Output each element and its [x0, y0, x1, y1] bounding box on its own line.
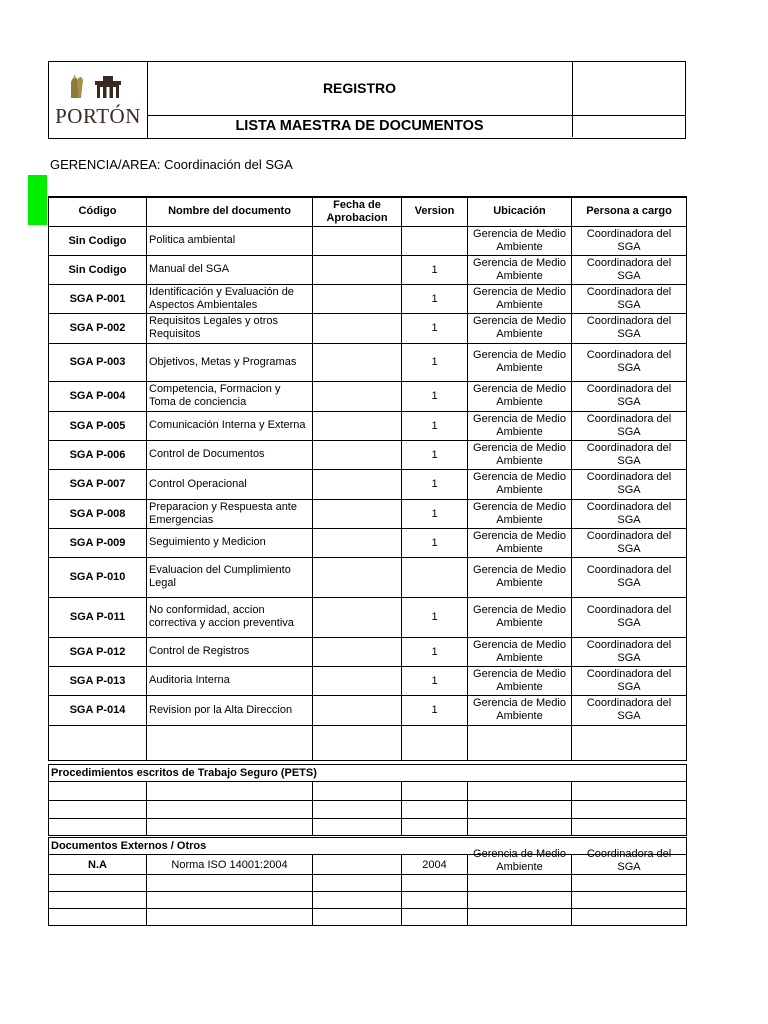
cell-version: 1 [402, 255, 468, 284]
table-row [49, 381, 687, 411]
cell-version: 1 [402, 469, 468, 499]
cell-date [313, 666, 402, 695]
cell-date [313, 381, 402, 411]
cell-code [49, 725, 147, 760]
cell-location [468, 725, 572, 760]
cell-location: Gerencia de Medio Ambiente [468, 343, 572, 381]
cell-person: Coordinadora del SGA [572, 381, 687, 411]
cell-code: SGA P-002 [49, 313, 147, 343]
document-title: REGISTRO [147, 62, 572, 116]
cell-person: Coordinadora del SGA [572, 313, 687, 343]
column-header: Nombre del documento [147, 197, 313, 226]
cell-person-text: Coordinadora del SGA [586, 848, 672, 873]
cell-location: Gerencia de Medio Ambiente [468, 255, 572, 284]
table-row [49, 343, 687, 381]
cell-code: SGA P-005 [49, 411, 147, 440]
cell-name: Competencia, Formacion y Toma de conciencia [147, 381, 313, 411]
header-blank-bottom [572, 115, 686, 137]
cell-person: Coordinadora del SGA [572, 255, 687, 284]
cell-name: Seguimiento y Medicion [147, 528, 313, 557]
table-row [49, 695, 687, 725]
cell-date [313, 411, 402, 440]
table-row [49, 855, 687, 875]
area-value: Coordinación del SGA [164, 157, 293, 172]
cell-name: Revision por la Alta Direccion [147, 695, 313, 725]
cell-date [313, 284, 402, 313]
cell-version: 1 [402, 381, 468, 411]
table-row [49, 819, 687, 836]
cell-code: N.A [49, 855, 147, 875]
logo-wordmark: PORTÓN [55, 104, 141, 128]
cell-location: Gerencia de Medio Ambiente [468, 411, 572, 440]
cell-code: SGA P-004 [49, 381, 147, 411]
table-row [49, 725, 687, 760]
cell-code: SGA P-011 [49, 597, 147, 637]
cell-name: Manual del SGA [147, 255, 313, 284]
pets-table [48, 764, 687, 836]
cell-person: Coordinadora del SGA [572, 695, 687, 725]
cell-version: 1 [402, 499, 468, 528]
cell-version [402, 557, 468, 597]
cell-code: SGA P-012 [49, 637, 147, 666]
table-row [49, 411, 687, 440]
cell-location: Gerencia de Medio Ambiente [468, 637, 572, 666]
cell-version: 1 [402, 313, 468, 343]
cell-person: Coordinadora del SGA [572, 666, 687, 695]
cell-version: 1 [402, 440, 468, 469]
cell-name: No conformidad, accion correctiva y accion preventiva [147, 597, 313, 637]
cell-code: SGA P-007 [49, 469, 147, 499]
cell-code: SGA P-008 [49, 499, 147, 528]
cell-version: 1 [402, 343, 468, 381]
cell-version: 1 [402, 597, 468, 637]
cell-location: Gerencia de Medio Ambiente [468, 469, 572, 499]
cell-location: Gerencia de Medio Ambiente [468, 499, 572, 528]
cell-version [402, 226, 468, 255]
cell-selection-marker [28, 175, 47, 225]
company-logo [49, 62, 148, 138]
cell-code: SGA P-013 [49, 666, 147, 695]
cell-code: Sin Codigo [49, 255, 147, 284]
area-label: GERENCIA/AREA: [50, 157, 161, 172]
cell-date [313, 528, 402, 557]
cell-person: Coordinadora del SGA [572, 226, 687, 255]
table-row [49, 284, 687, 313]
table-row [49, 637, 687, 666]
cell-code: SGA P-006 [49, 440, 147, 469]
area-line [50, 157, 293, 172]
cell-code: SGA P-001 [49, 284, 147, 313]
cell-person: Coordinadora del SGA [572, 343, 687, 381]
cell-name: Politica ambiental [147, 226, 313, 255]
cell-date [313, 855, 402, 875]
column-header: Ubicación [468, 197, 572, 226]
cell-location: Gerencia de Medio Ambiente [468, 528, 572, 557]
documents-table [48, 196, 687, 761]
cell-date [313, 343, 402, 381]
cell-location [468, 848, 572, 875]
cell-version: 1 [402, 695, 468, 725]
cell-location: Gerencia de Medio Ambiente [468, 381, 572, 411]
cell-name [147, 725, 313, 760]
cell-date [313, 695, 402, 725]
cell-person: Coordinadora del SGA [572, 440, 687, 469]
column-header: Fecha de Aprobacion [313, 197, 402, 226]
cell-date [313, 313, 402, 343]
cell-name: Objetivos, Metas y Programas [147, 343, 313, 381]
cell-version [402, 725, 468, 760]
table-row [49, 666, 687, 695]
cell-name: Norma ISO 14001:2004 [147, 855, 313, 875]
header-blank-top [572, 62, 686, 116]
cell-date [313, 597, 402, 637]
external-docs-table [48, 837, 687, 926]
cell-person: Coordinadora del SGA [572, 411, 687, 440]
external-section-title: Documentos Externos / Otros [49, 838, 687, 855]
table-row [49, 528, 687, 557]
cell-name: Control Operacional [147, 469, 313, 499]
cell-location: Gerencia de Medio Ambiente [468, 226, 572, 255]
cell-location: Gerencia de Medio Ambiente [468, 313, 572, 343]
cell-date [313, 637, 402, 666]
column-header: Version [402, 197, 468, 226]
cell-code: Sin Codigo [49, 226, 147, 255]
cell-code: SGA P-010 [49, 557, 147, 597]
cell-version: 1 [402, 637, 468, 666]
cell-date [313, 725, 402, 760]
pets-section-title: Procedimientos escritos de Trabajo Seguro (PETS) [49, 765, 687, 782]
cell-location: Gerencia de Medio Ambiente [468, 557, 572, 597]
cell-version: 1 [402, 528, 468, 557]
table-row [49, 469, 687, 499]
cell-name: Identificación y Evaluación de Aspectos Ambientales [147, 284, 313, 313]
cell-location: Gerencia de Medio Ambiente [468, 666, 572, 695]
cell-name: Preparacion y Respuesta ante Emergencias [147, 499, 313, 528]
cell-name: Requisitos Legales y otros Requisitos [147, 313, 313, 343]
cell-date [313, 440, 402, 469]
document-subtitle: LISTA MAESTRA DE DOCUMENTOS [235, 118, 484, 134]
cell-location: Gerencia de Medio Ambiente [468, 284, 572, 313]
table-row [49, 313, 687, 343]
cell-date [313, 226, 402, 255]
cell-person: Coordinadora del SGA [572, 637, 687, 666]
cell-person: Coordinadora del SGA [572, 597, 687, 637]
cell-person [572, 725, 687, 760]
table-row [49, 499, 687, 528]
section-header-row [49, 765, 687, 782]
cell-date [313, 557, 402, 597]
table-row [49, 892, 687, 909]
cell-name: Comunicación Interna y Externa [147, 411, 313, 440]
cell-date [313, 469, 402, 499]
table-row [49, 597, 687, 637]
cell-name: Evaluacion del Cumplimiento Legal [147, 557, 313, 597]
cell-code: SGA P-009 [49, 528, 147, 557]
cell-version: 1 [402, 284, 468, 313]
cell-version: 1 [402, 666, 468, 695]
cell-person: Coordinadora del SGA [572, 284, 687, 313]
column-header: Código [49, 197, 147, 226]
cell-location: Gerencia de Medio Ambiente [468, 597, 572, 637]
cell-name: Control de Documentos [147, 440, 313, 469]
cell-person: Coordinadora del SGA [572, 557, 687, 597]
table-row [49, 782, 687, 801]
cell-version: 1 [402, 411, 468, 440]
cell-version: 2004 [402, 855, 468, 875]
cell-code: SGA P-014 [49, 695, 147, 725]
table-row [49, 440, 687, 469]
cell-person: Coordinadora del SGA [572, 528, 687, 557]
cell-date [313, 499, 402, 528]
cell-name: Control de Registros [147, 637, 313, 666]
table-row [49, 255, 687, 284]
cell-location: Gerencia de Medio Ambiente [468, 440, 572, 469]
table-row [49, 909, 687, 926]
logo-emblem-icon [67, 72, 127, 100]
cell-name: Auditoria Interna [147, 666, 313, 695]
cell-location: Gerencia de Medio Ambiente [468, 695, 572, 725]
document-header [48, 61, 686, 139]
cell-location-text: Gerencia de Medio Ambiente [473, 848, 566, 873]
table-row [49, 226, 687, 255]
cell-person: Coordinadora del SGA [572, 469, 687, 499]
table-row [49, 875, 687, 892]
column-header: Persona a cargo [572, 197, 687, 226]
cell-code: SGA P-003 [49, 343, 147, 381]
table-header-row [49, 197, 687, 226]
cell-date [313, 255, 402, 284]
cell-person [572, 848, 687, 875]
cell-person: Coordinadora del SGA [572, 499, 687, 528]
table-row [49, 801, 687, 819]
table-row [49, 557, 687, 597]
